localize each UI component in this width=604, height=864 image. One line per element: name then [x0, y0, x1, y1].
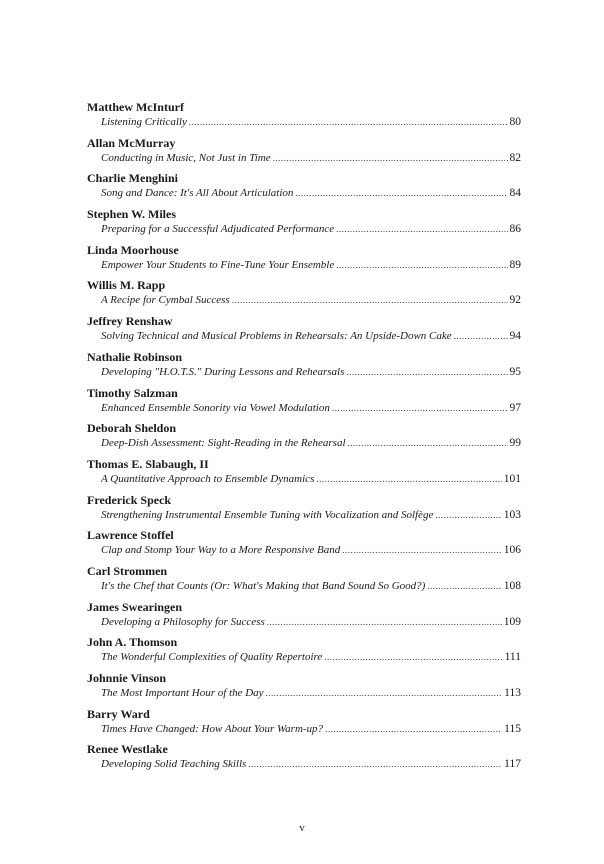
- toc-entry: [87, 528, 521, 564]
- toc-title: Song and Dance: It's All About Articulation: [101, 187, 294, 200]
- dot-leader: [348, 436, 508, 451]
- toc-title: A Recipe for Cymbal Success: [101, 294, 230, 307]
- toc-title-line: [101, 615, 521, 630]
- toc-title: The Wonderful Complexities of Quality Repertoire: [101, 651, 323, 664]
- toc-author: Allan McMurray: [87, 135, 176, 150]
- dot-leader: [336, 222, 507, 237]
- toc-title-line: [101, 543, 521, 558]
- toc-entry: [87, 564, 521, 600]
- toc-entry: [87, 600, 521, 636]
- toc-page-number: 106: [503, 544, 521, 557]
- toc-author: Charlie Menghini: [87, 171, 179, 186]
- toc-entry: [87, 243, 521, 279]
- toc-author: Frederick Speck: [87, 492, 172, 507]
- toc-author: Renee Westlake: [87, 742, 168, 757]
- toc-page-number: 89: [509, 258, 521, 271]
- toc-title: Conducting in Music, Not Just in Time: [101, 151, 271, 164]
- toc-page-number: 99: [509, 437, 521, 450]
- dot-leader: [454, 329, 508, 344]
- dot-leader: [316, 472, 501, 487]
- toc-title: Empower Your Students to Fine-Tune Your Ensemble: [101, 258, 335, 271]
- toc-author: Nathalie Robinson: [87, 349, 183, 364]
- dot-leader: [273, 151, 508, 166]
- table-of-contents: [87, 100, 521, 778]
- toc-page-number: 101: [503, 472, 521, 485]
- toc-title-line: [101, 222, 521, 237]
- toc-entry: [87, 421, 521, 457]
- toc-entry: [87, 171, 521, 207]
- toc-title: Enhanced Ensemble Sonority via Vowel Modulation: [101, 401, 330, 414]
- toc-title: Strengthening Instrumental Ensemble Tuning with Vocalization and Solfège: [101, 508, 434, 521]
- dot-leader: [342, 543, 502, 558]
- toc-entry: [87, 314, 521, 350]
- toc-page-number: 80: [509, 116, 521, 128]
- toc-author: Carl Strommen: [87, 563, 168, 578]
- toc-author: Lawrence Stoffel: [87, 528, 174, 543]
- toc-page-number: 82: [509, 151, 521, 164]
- toc-author: Willis M. Rapp: [87, 278, 166, 293]
- toc-page-number: 113: [504, 687, 521, 699]
- dot-leader: [427, 579, 501, 594]
- toc-page-number: 117: [504, 758, 521, 771]
- toc-title-line: [101, 401, 521, 416]
- toc-entry: [87, 207, 521, 243]
- toc-author: Barry Ward: [87, 706, 150, 721]
- toc-page-number: 115: [504, 722, 521, 735]
- page-folio: v: [299, 822, 305, 834]
- toc-entry: [87, 635, 521, 671]
- toc-title: It's the Chef that Counts (Or: What's Making that Band Sound So Good?): [101, 579, 426, 592]
- toc-title-line: [101, 686, 521, 701]
- toc-author: James Swearingen: [87, 599, 182, 614]
- toc-title: Times Have Changed: How About Your Warm-up?: [101, 722, 324, 735]
- toc-title-line: [101, 115, 521, 130]
- toc-page-number: 103: [503, 508, 521, 521]
- dot-leader: [332, 401, 508, 416]
- toc-entry: [87, 136, 521, 172]
- toc-title: Preparing for a Successful Adjudicated Performance: [101, 223, 335, 236]
- toc-author: Deborah Sheldon: [87, 421, 177, 436]
- toc-entry: [87, 350, 521, 386]
- toc-page-number: 95: [509, 365, 521, 378]
- toc-title-line: [101, 579, 521, 594]
- toc-author: Stephen W. Miles: [87, 207, 177, 222]
- toc-entry: [87, 493, 521, 529]
- toc-title-line: [101, 722, 521, 737]
- toc-title: The Most Important Hour of the Day: [101, 687, 264, 699]
- toc-title: A Quantitative Approach to Ensemble Dynamics: [101, 472, 315, 485]
- toc-page-number: 97: [509, 401, 521, 414]
- toc-author: Linda Moorhouse: [87, 242, 179, 257]
- toc-author: John A. Thomson: [87, 635, 178, 650]
- dot-leader: [346, 365, 507, 380]
- dot-leader: [435, 508, 501, 523]
- toc-page-number: 109: [503, 615, 521, 628]
- dot-leader: [248, 757, 502, 772]
- toc-page-number: 111: [504, 651, 521, 664]
- toc-title-line: [101, 436, 521, 451]
- dot-leader: [336, 258, 507, 273]
- toc-page-number: 92: [509, 294, 521, 307]
- toc-author: Johnnie Vinson: [87, 671, 167, 685]
- toc-title-line: [101, 329, 521, 344]
- toc-title: Listening Critically: [101, 116, 187, 128]
- toc-title-line: [101, 472, 521, 487]
- dot-leader: [232, 293, 508, 308]
- toc-title: Solving Technical and Musical Problems in Rehearsals: An Upside-Down Cake: [101, 330, 452, 343]
- toc-title: Developing Solid Teaching Skills: [101, 758, 247, 771]
- toc-title: Clap and Stomp Your Way to a More Responsive Band: [101, 544, 341, 557]
- toc-page-number: 108: [503, 579, 521, 592]
- toc-author: Jeffrey Renshaw: [87, 314, 173, 329]
- toc-author: Thomas E. Slabaugh, II: [87, 456, 209, 471]
- toc-title-line: [101, 151, 521, 166]
- toc-entry: [87, 742, 521, 778]
- toc-title-line: [101, 650, 521, 665]
- toc-entry: [87, 100, 521, 136]
- toc-title: Developing "H.O.T.S." During Lessons and Rehearsals: [101, 365, 345, 378]
- dot-leader: [266, 686, 503, 701]
- toc-page-number: 94: [509, 330, 521, 343]
- toc-page-number: 86: [509, 223, 521, 236]
- toc-entry: [87, 457, 521, 493]
- toc-title-line: [101, 757, 521, 772]
- toc-page-number: 84: [509, 187, 521, 200]
- toc-entry: [87, 278, 521, 314]
- toc-title-line: [101, 258, 521, 273]
- dot-leader: [324, 650, 502, 665]
- dot-leader: [267, 615, 502, 630]
- toc-title-line: [101, 508, 521, 523]
- toc-title-line: [101, 293, 521, 308]
- dot-leader: [295, 186, 507, 201]
- toc-entry: [87, 707, 521, 743]
- toc-title-line: [101, 365, 521, 380]
- dot-leader: [325, 722, 502, 737]
- dot-leader: [189, 115, 508, 130]
- toc-author: Timothy Salzman: [87, 385, 178, 400]
- toc-title-line: [101, 186, 521, 201]
- toc-entry: [87, 671, 521, 707]
- toc-title: Deep-Dish Assessment: Sight-Reading in the Rehearsal: [101, 437, 346, 450]
- toc-author: Matthew McInturf: [87, 100, 184, 114]
- toc-title: Developing a Philosophy for Success: [101, 615, 265, 628]
- toc-entry: [87, 386, 521, 422]
